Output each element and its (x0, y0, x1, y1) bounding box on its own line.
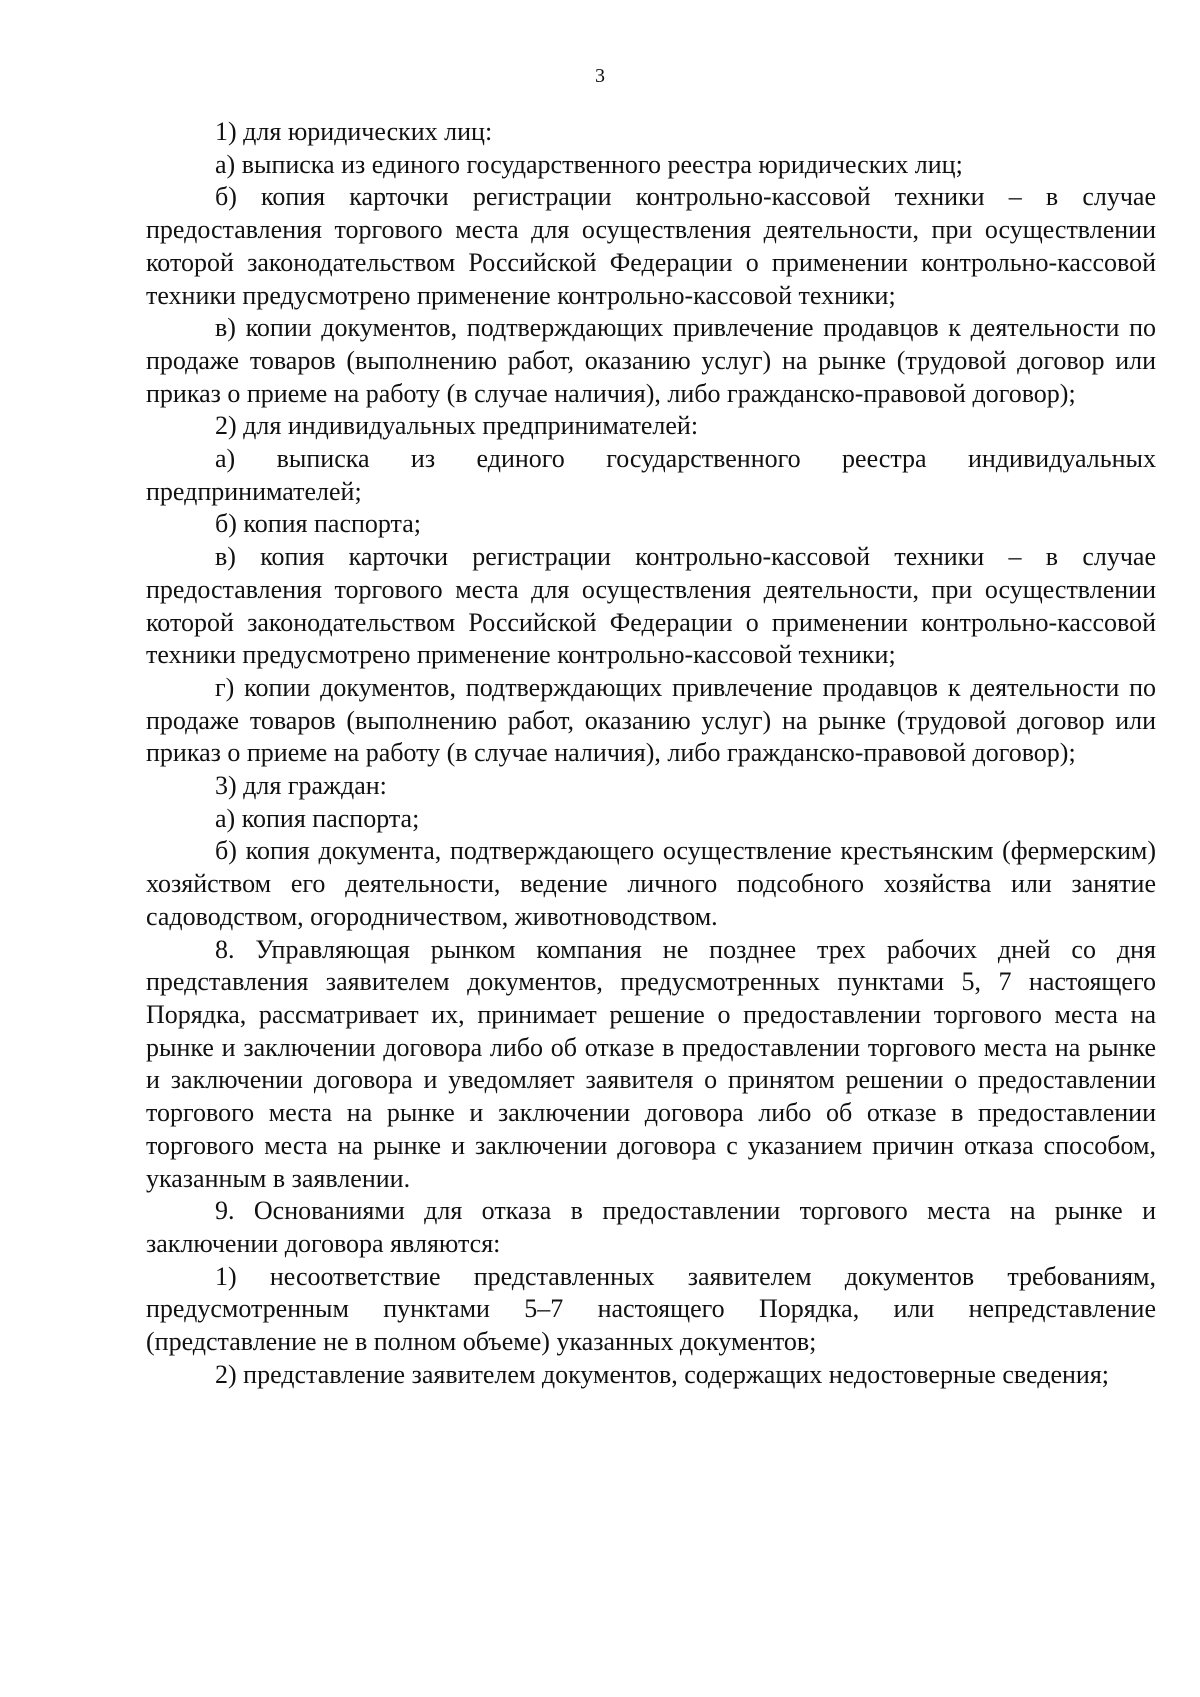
paragraph-clause-8: 8. Управляющая рынком компания не позднее трех рабочих дней со дня представления заявителем документов, предусмотренных пунктами 5, 7 настоящего Порядка, рассматривает их, принимает решение о предоставлении торгового места на рынке и заключении договора либо об отказе в предоставлении торгового места на рынке и заключении договора и уведомляет заявителя о принятом решении о предоставлении торгового места на рынке и заключении договора либо об отказе в предоставлении торгового места на рынке и заключении договора с указанием причин отказа способом, указанным в заявлении. (146, 934, 1156, 1193)
document-body (146, 116, 1156, 1391)
paragraph-legal-entities: 1) для юридических лиц: (215, 117, 493, 146)
page-number: 3 (595, 65, 605, 87)
paragraph-individual-entrepreneurs: 2) для индивидуальных предпринимателей: (215, 411, 699, 441)
paragraph-citizens: 3) для граждан: (215, 771, 387, 801)
paragraph-item: а) выписка из единого государственного реестра юридических лиц; (215, 149, 963, 179)
paragraph-item: в) копии документов, подтверждающих привлечение продавцов к деятельности по продаже товаров (выполнению работ, оказанию услуг) на рынке (трудовой договор или приказ о приеме на работу (в случае наличия), либо гражданско-правовой договор); (146, 313, 1156, 408)
paragraph-item: а) копия паспорта; (215, 803, 420, 833)
paragraph-item: б) копия документа, подтверждающего осуществление крестьянским (фермерским) хозяйством его деятельности, ведение личного подсобного хозяйства или занятие садоводством, огородничеством, животноводством. (146, 836, 1156, 931)
paragraph-item: а) выписка из единого государственного реестра индивидуальных предпринимателей; (146, 444, 1156, 506)
paragraph-item: б) копия карточки регистрации контрольно-кассовой техники – в случае предоставления торгового места для осуществления деятельности, при осуществлении которой законодательством Российской Федерации о применении контрольно-кассовой техники предусмотрено применение контрольно-кассовой техники; (146, 182, 1156, 310)
paragraph-clause-9: 9. Основаниями для отказа в предоставлении торгового места на рынке и заключении договора являются: (146, 1196, 1156, 1258)
paragraph-item: г) копии документов, подтверждающих привлечение продавцов к деятельности по продаже товаров (выполнению работ, оказанию услуг) на рынке (трудовой договор или приказ о приеме на работу (в случае наличия), либо гражданско-правовой договор); (146, 672, 1156, 768)
paragraph-item: 1) несоответствие представленных заявителем документов требованиям, предусмотренным пунктами 5–7 настоящего Порядка, или непредставление (представление не в полном объеме) указанных документов; (146, 1261, 1156, 1357)
paragraph-item: б) копия паспорта; (215, 509, 421, 539)
paragraph-item: 2) представление заявителем документов, содержащих недостоверные сведения; (215, 1359, 1110, 1389)
paragraph-item: в) копия карточки регистрации контрольно-кассовой техники – в случае предоставления торгового места для осуществления деятельности, при осуществлении которой законодательством Российской Федерации о применении контрольно-кассовой техники предусмотрено применение контрольно-кассовой техники; (146, 542, 1156, 670)
